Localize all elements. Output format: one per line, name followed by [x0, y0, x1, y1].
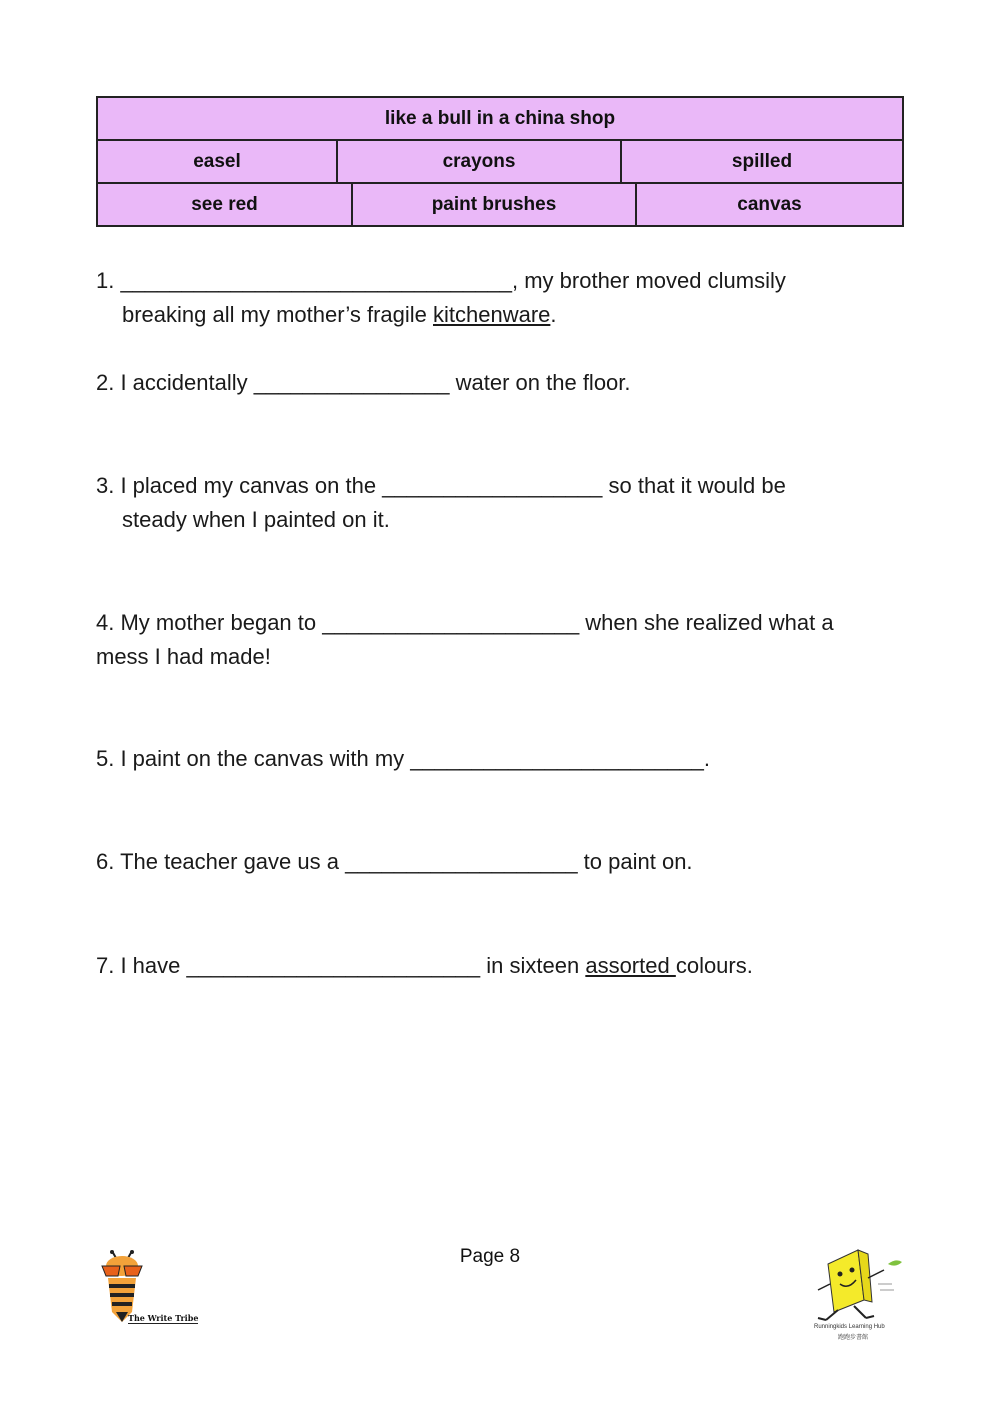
underlined-word-assorted: assorted: [585, 953, 676, 978]
question-1-line-2: [96, 298, 906, 332]
question-4-line-2: mess I had made!: [96, 644, 271, 669]
question-3: [96, 469, 906, 537]
question-1: [96, 264, 906, 332]
word-bank-cell: paint brushes: [351, 184, 635, 225]
question-5: 5. I paint on the canvas with my ________________________.: [96, 746, 711, 771]
word-bank-cell: easel: [193, 150, 241, 172]
word-bank-cell: canvas: [635, 184, 902, 225]
page-number: Page 8: [459, 1246, 521, 1267]
question-1-text: breaking all my mother’s fragile: [122, 302, 433, 327]
word-bank-cell: spilled: [620, 141, 902, 182]
learning-hub-logo-text: Runningkids Learning Hub: [814, 1324, 885, 1330]
write-tribe-logo: [98, 1250, 208, 1330]
question-1-line-1: 1. ________________________________, my brother moved clumsily: [96, 268, 786, 293]
question-1-end: .: [550, 302, 557, 327]
question-4-line-1: 4. My mother began to _____________________ when she realized what a: [96, 610, 834, 635]
question-7-text: 7. I have ________________________ in sixteen: [96, 953, 586, 978]
running-book-icon: [808, 1244, 908, 1324]
underlined-word-kitchenware: kitchenware: [433, 302, 551, 327]
question-2: 2. I accidentally ________________ water on the floor.: [96, 370, 631, 395]
question-3-line-2: steady when I painted on it.: [122, 507, 390, 532]
write-tribe-logo-text: The Write Tribe: [128, 1313, 199, 1323]
question-3-line-1: 3. I placed my canvas on the __________________ so that it would be: [96, 473, 786, 498]
learning-hub-logo-text-chinese: 跑跑步書館: [838, 1335, 869, 1341]
word-bank-row-2: [98, 139, 902, 182]
word-bank-table: [96, 96, 904, 227]
learning-hub-logo: [808, 1244, 908, 1344]
question-6: 6. The teacher gave us a ___________________ to paint on.: [96, 849, 693, 874]
question-7-end: colours.: [675, 953, 753, 978]
word-bank-cell: like a bull in a china shop: [384, 107, 616, 129]
word-bank-cell: see red: [191, 193, 258, 215]
word-bank-row-1: [98, 98, 902, 139]
question-7: [96, 949, 906, 983]
question-4: [96, 606, 906, 674]
word-bank-row-3: [98, 182, 902, 225]
word-bank-cell: crayons: [336, 141, 620, 182]
